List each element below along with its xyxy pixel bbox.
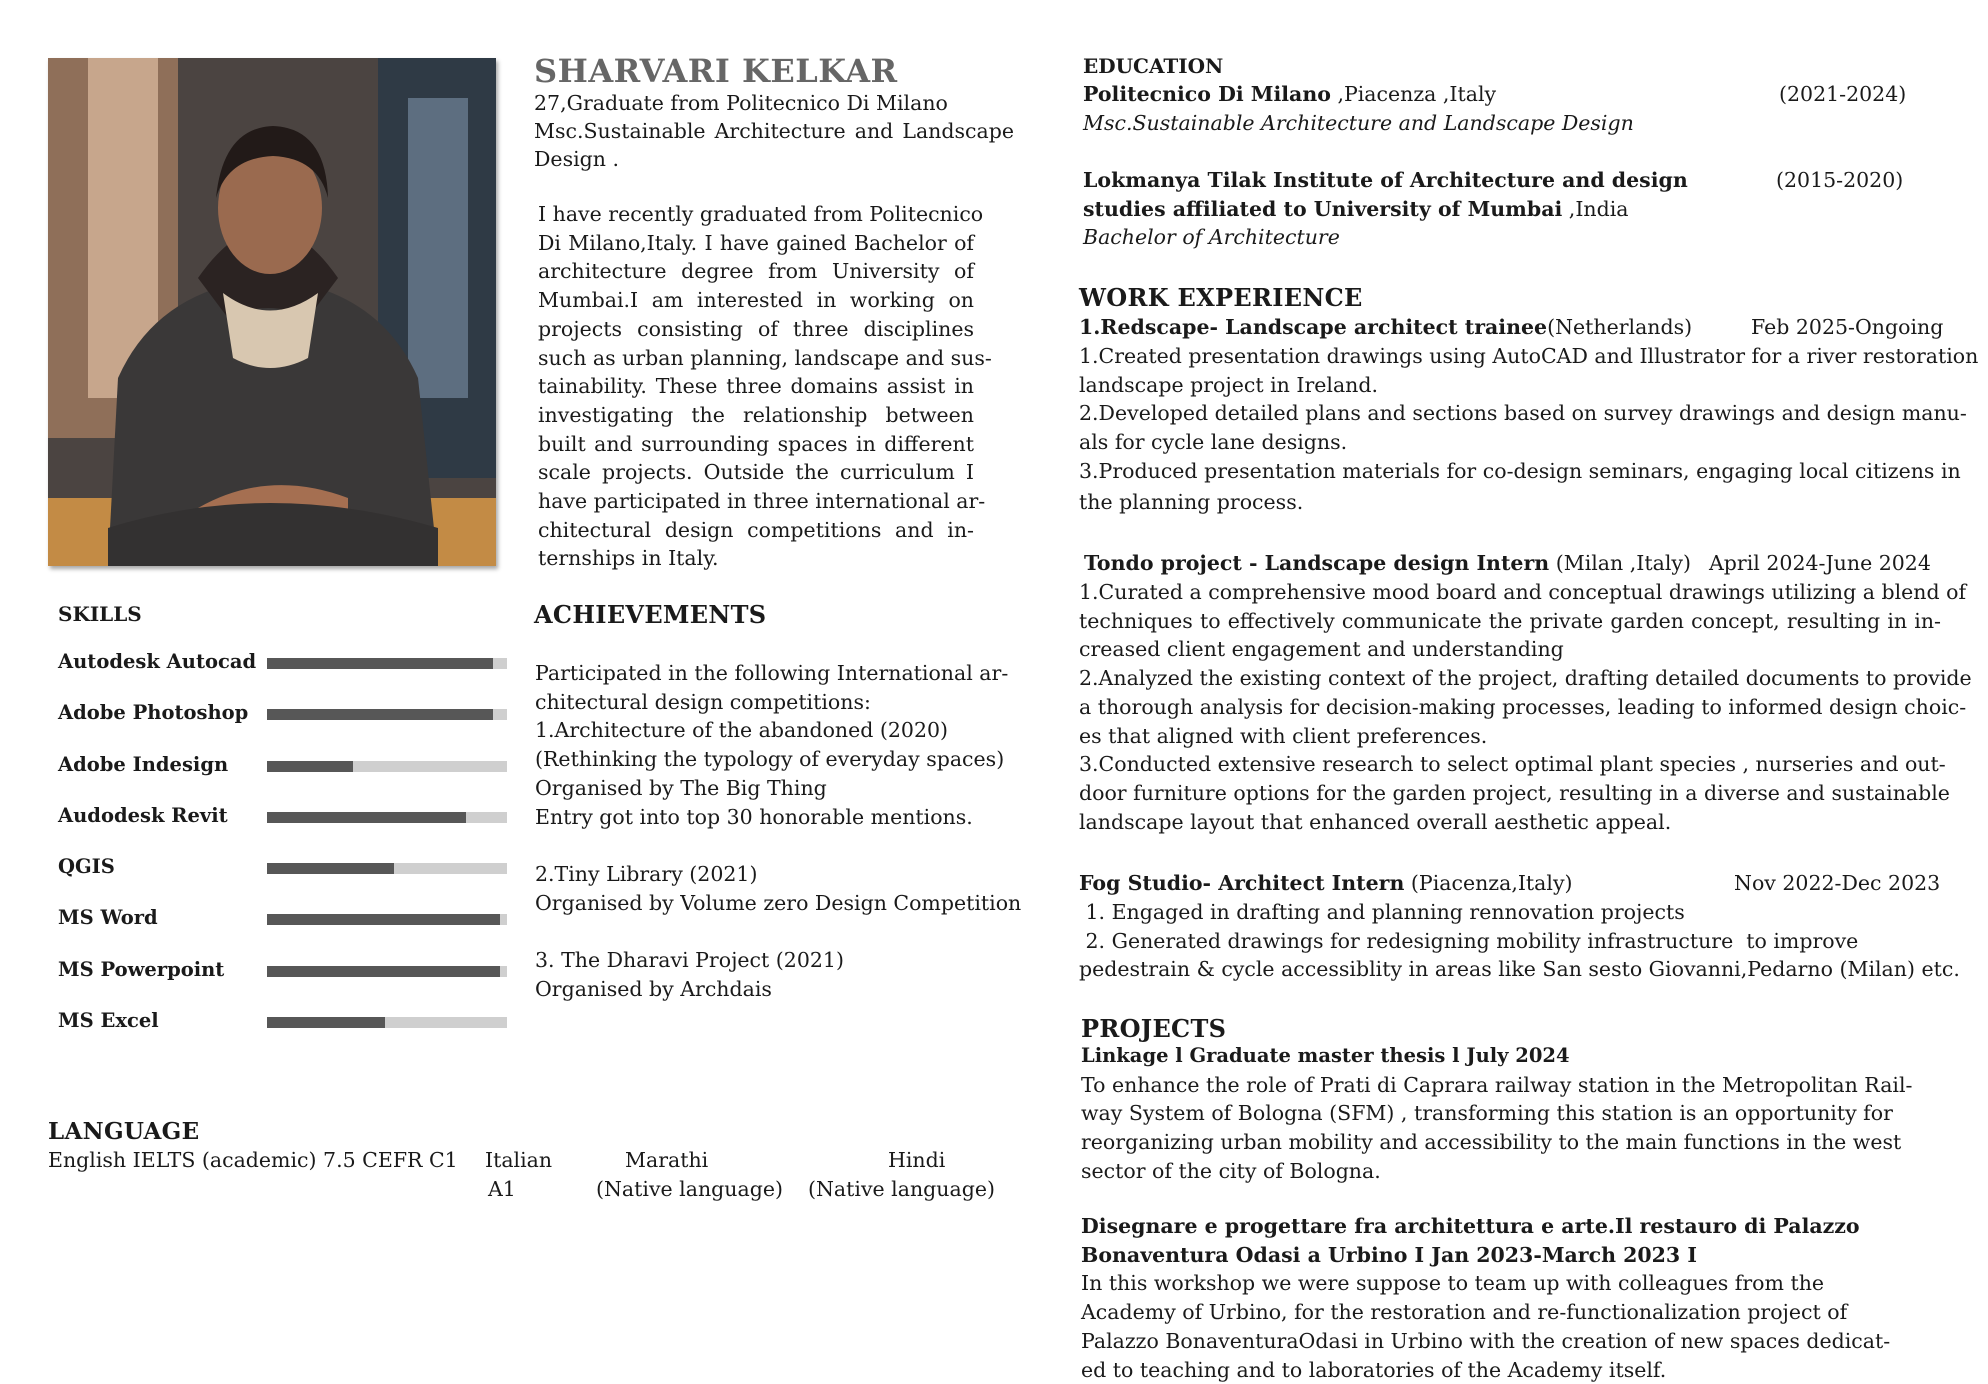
intro-line: I have recently graduated from Politecnico	[538, 202, 984, 226]
education-school: Lokmanya Tilak Institute of Architecture and design	[1083, 168, 1688, 192]
intro-line: Mumbai.I am interested in working on	[538, 288, 974, 313]
project-line: ed to teaching and to laboratories of the Academy itself.	[1081, 1357, 1667, 1382]
intro-line: scale projects. Outside the curriculum I	[538, 460, 974, 485]
job-line: 3.Produced presentation materials for co-design seminars, engaging local citizens in	[1079, 458, 1961, 483]
job-line: 1. Engaged in drafting and planning rennovation projects	[1079, 900, 1685, 924]
achievement-line: 2.Tiny Library (2021)	[535, 861, 758, 886]
skill-bar-track	[267, 914, 507, 925]
education-school: Politecnico Di Milano	[1083, 82, 1331, 106]
skill-bar-track	[267, 966, 507, 977]
intro-line: investigating the relationship between	[538, 402, 974, 427]
job-title: Fog Studio- Architect Intern	[1079, 871, 1405, 895]
skills-heading: SKILLS	[58, 602, 142, 626]
achievement-line: (Rethinking the typology of everyday spaces)	[535, 747, 1005, 772]
job-location: (Piacenza,Italy)	[1404, 871, 1573, 895]
project-title: Disegnare e progettare fra architettura e arte.Il restauro di Palazzo	[1081, 1214, 1860, 1238]
subtitle-line: 27,Graduate from Politecnico Di Milano	[534, 91, 948, 115]
intro-line: architecture degree from University of	[538, 259, 974, 284]
skill-bar-track	[267, 863, 507, 874]
project-line: In this workshop we were suppose to team up with colleagues from the	[1081, 1271, 1825, 1296]
project-title: Bonaventura Odasi a Urbino I Jan 2023-March 2023 I	[1081, 1242, 1697, 1267]
project-line: reorganizing urban mobility and accessibility to the main functions in the west	[1081, 1130, 1902, 1155]
language-marathi-level: (Native language)	[596, 1177, 783, 1201]
job-header	[1084, 549, 1691, 578]
project-title: Linkage l Graduate master thesis l July 2024	[1081, 1044, 1570, 1067]
skill-bar-track	[267, 658, 507, 669]
intro-line: such as urban planning, landscape and sus-	[538, 345, 992, 370]
job-title: 1.Redscape- Landscape architect trainee	[1079, 315, 1548, 339]
job-line: pedestrain & cycle accessiblity in areas like San sesto Giovanni,Pedarno (Milan) etc.	[1079, 957, 1960, 982]
achievement-line: chitectural design competitions:	[535, 689, 871, 714]
job-line: door furniture options for the garden project, resulting in a diverse and sustainable	[1079, 780, 1950, 805]
skill-bar-track	[267, 761, 507, 772]
project-line: way System of Bologna (SFM) , transforming this station is an opportunity for	[1081, 1101, 1893, 1126]
job-location: (Milan ,Italy)	[1549, 551, 1691, 575]
skill-row	[58, 906, 518, 957]
job-dates: Feb 2025-Ongoing	[1751, 315, 1944, 339]
skill-label: Autodesk Autocad	[58, 650, 257, 673]
subtitle-line: Msc.Sustainable Architecture and Landscape	[534, 119, 1014, 143]
skill-bar-fill	[267, 709, 493, 720]
skill-label: MS Powerpoint	[58, 957, 225, 981]
skill-row	[58, 855, 518, 906]
language-marathi: Marathi	[625, 1148, 709, 1172]
project-item	[1081, 1212, 1891, 1384]
language-heading: LANGUAGE	[48, 1118, 200, 1145]
education-item	[1083, 80, 1634, 137]
skill-bar-fill	[267, 966, 500, 977]
skill-bar-fill	[267, 658, 493, 669]
job-location: (Netherlands)	[1547, 315, 1693, 339]
skill-row	[58, 650, 518, 701]
job-line: 2.Analyzed the existing context of the project, drafting detailed documents to provide	[1079, 666, 1972, 691]
intro-line: chitectural design competitions and in-	[538, 517, 974, 542]
education-years: (2015-2020)	[1776, 168, 1904, 192]
education-location: ,Piacenza ,Italy	[1330, 82, 1497, 106]
skills-list	[58, 650, 518, 1060]
achievements-heading: ACHIEVEMENTS	[534, 600, 767, 629]
job-title: Tondo project - Landscape design Intern	[1084, 551, 1550, 575]
project-line: Academy of Urbino, for the restoration and re-functionalization project of	[1081, 1300, 1848, 1325]
achievement-line: Organised by Volume zero Design Competition	[535, 890, 1022, 915]
profile-photo	[48, 58, 496, 566]
skill-label: Adobe Indesign	[58, 752, 229, 776]
skill-bar-track	[267, 709, 507, 720]
achievement-line: 3. The Dharavi Project (2021)	[535, 948, 844, 972]
achievements-body	[535, 659, 1021, 1003]
language-italian: Italian	[485, 1148, 553, 1172]
job-header	[1079, 313, 1692, 342]
intro-line: Di Milano,Italy. I have gained Bachelor of	[538, 230, 974, 255]
profile-name: SHARVARI KELKAR	[534, 52, 898, 90]
job-line: 1.Curated a comprehensive mood board and conceptual drawings utilizing a blend of	[1079, 580, 1967, 604]
intro-line: built and surrounding spaces in different	[538, 431, 974, 456]
skill-row	[58, 804, 518, 855]
intro-line: ternships in Italy.	[538, 546, 719, 571]
spacer	[535, 831, 1021, 860]
job-line: a thorough analysis for decision-making processes, leading to informed design choic-	[1079, 694, 1967, 719]
job-line: landscape layout that enhanced overall aesthetic appeal.	[1079, 809, 1672, 834]
skill-bar-fill	[267, 863, 394, 874]
job-line: 1.Created presentation drawings using AutoCAD and Illustrator for a river restoration	[1079, 344, 1979, 368]
language-italian-level: A1	[488, 1177, 516, 1201]
education-degree: Bachelor of Architecture	[1083, 225, 1340, 250]
profile-subtitle	[534, 89, 1014, 173]
skill-bar-fill	[267, 812, 466, 823]
profile-intro	[538, 200, 992, 573]
job-line: 2. Generated drawings for redesigning mobility infrastructure to improve	[1079, 928, 1859, 953]
skill-row	[58, 958, 518, 1009]
job-description	[1079, 342, 1979, 516]
project-line: To enhance the role of Prati di Caprara railway station in the Metropolitan Rail-	[1081, 1072, 1913, 1097]
education-location: ,India	[1562, 196, 1629, 221]
skill-label: MS Excel	[58, 1009, 159, 1033]
achievement-line: Participated in the following International ar-	[535, 661, 1009, 685]
subtitle-line: Design .	[534, 147, 620, 171]
achievement-line: Organised by The Big Thing	[535, 775, 827, 800]
spacer	[535, 917, 1021, 946]
projects-heading: PROJECTS	[1081, 1014, 1227, 1043]
education-item	[1083, 166, 1688, 252]
skill-row	[58, 1009, 518, 1060]
job-line: landscape project in Ireland.	[1079, 372, 1379, 397]
skill-label: MS Word	[58, 906, 158, 930]
intro-line: have participated in three international ar-	[538, 489, 986, 514]
skill-bar-track	[267, 1017, 507, 1028]
job-line: techniques to effectively communicate the private garden concept, resulting in in-	[1079, 608, 1941, 633]
job-dates: April 2024-June 2024	[1709, 551, 1931, 575]
language-hindi-level: (Native language)	[808, 1177, 995, 1201]
skill-label: Adobe Photoshop	[58, 701, 249, 725]
project-line: sector of the city of Bologna.	[1081, 1158, 1381, 1183]
intro-line: projects consisting of three disciplines	[538, 316, 974, 341]
job-description	[1079, 898, 1960, 984]
skill-bar-track	[267, 812, 507, 823]
skill-label: QGIS	[58, 855, 115, 879]
job-line: creased client engagement and understanding	[1079, 637, 1564, 662]
achievement-line: Entry got into top 30 honorable mentions.	[535, 804, 973, 829]
job-line: 2.Developed detailed plans and sections based on survey drawings and design manu-	[1079, 401, 1967, 426]
skill-bar-fill	[267, 761, 353, 772]
education-degree: Msc.Sustainable Architecture and Landscape Design	[1083, 110, 1634, 135]
job-description	[1079, 578, 1972, 836]
job-dates: Nov 2022-Dec 2023	[1734, 871, 1941, 895]
achievement-line: Organised by Archdais	[535, 976, 772, 1001]
skill-row	[58, 701, 518, 752]
education-school: studies affiliated to University of Mumbai	[1083, 196, 1563, 221]
work-heading: WORK EXPERIENCE	[1079, 283, 1363, 312]
project-item	[1081, 1042, 1913, 1186]
education-heading: EDUCATION	[1083, 54, 1224, 78]
language-hindi: Hindi	[888, 1148, 946, 1172]
skill-row	[58, 753, 518, 804]
project-line: Palazzo BonaventuraOdasi in Urbino with the creation of new spaces dedicat-	[1081, 1328, 1891, 1353]
language-english: English IELTS (academic) 7.5 CEFR C1	[48, 1148, 458, 1172]
job-line: the planning process.	[1079, 489, 1304, 514]
achievement-line: 1.Architecture of the abandoned (2020)	[535, 718, 949, 743]
skill-bar-fill	[267, 1017, 385, 1028]
intro-line: tainability. These three domains assist in	[538, 374, 974, 399]
job-line: 3.Conducted extensive research to select optimal plant species , nurseries and out-	[1079, 752, 1946, 777]
job-line: es that aligned with client preferences.	[1079, 723, 1488, 748]
job-header	[1079, 869, 1573, 898]
skill-label: Audodesk Revit	[58, 803, 228, 827]
skill-bar-fill	[267, 914, 500, 925]
education-years: (2021-2024)	[1779, 82, 1907, 106]
job-line: als for cycle lane designs.	[1079, 430, 1348, 455]
